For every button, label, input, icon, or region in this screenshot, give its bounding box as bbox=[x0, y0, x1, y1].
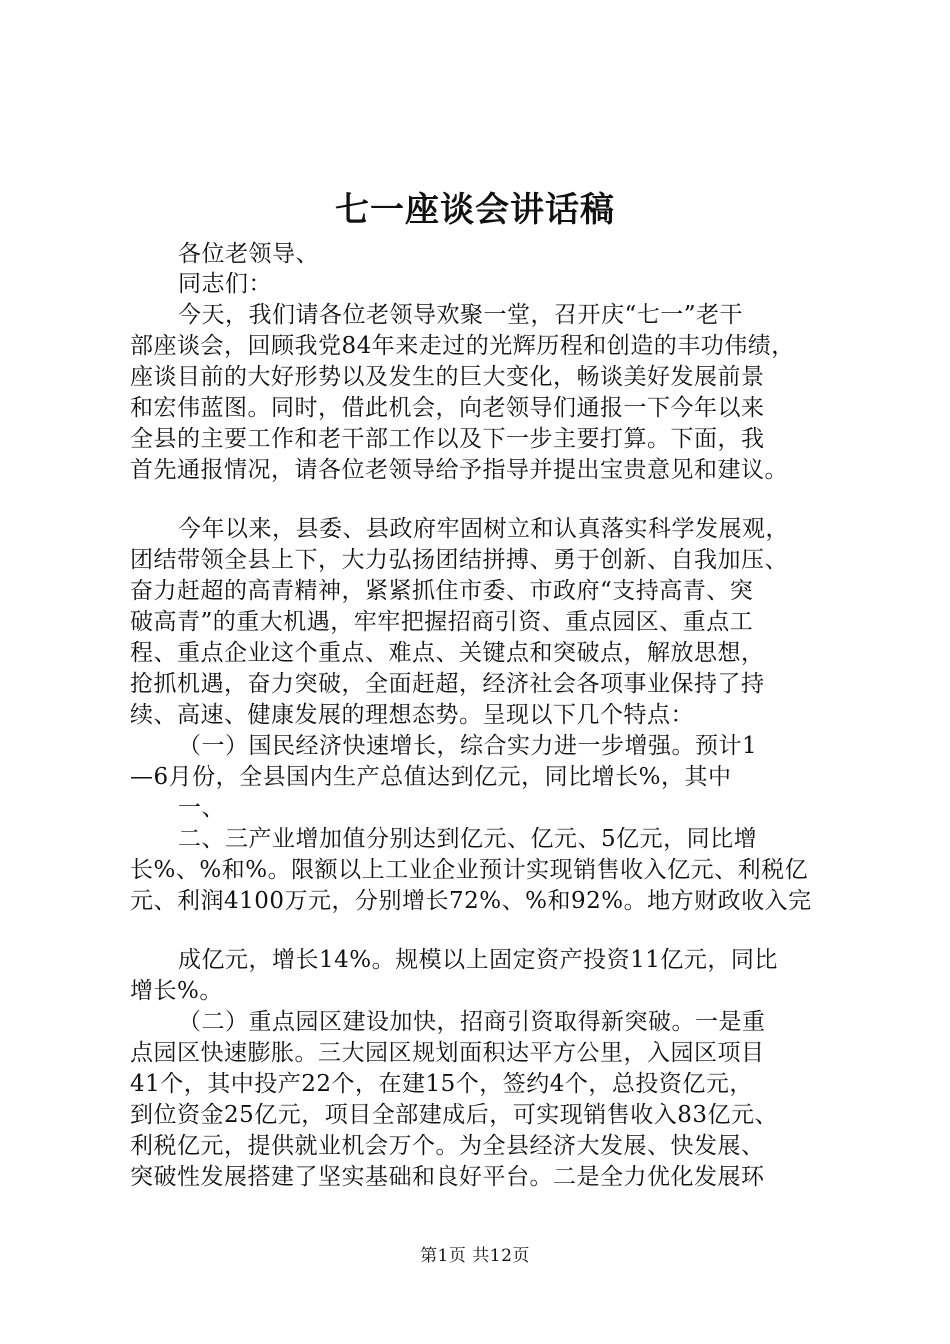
paragraph-line: 增长%。 bbox=[130, 978, 223, 1004]
paragraph-line: 到位资金25亿元，项目全部建成后，可实现销售收入83亿元、 bbox=[130, 1102, 779, 1128]
salutation-line-2: 同志们： bbox=[178, 271, 272, 297]
paragraph-line: 一、 bbox=[178, 795, 225, 821]
paragraph-line: 续、高速、健康发展的理想态势。呈现以下几个特点： bbox=[130, 702, 694, 728]
paragraph-line: 今天，我们请各位老领导欢聚一堂，召开庆“七一”老干 bbox=[178, 302, 744, 328]
paragraph-line: 奋力赶超的高青精神，紧紧抓住市委、市政府“支持高青、突 bbox=[130, 578, 754, 604]
paragraph-line: 破高青”的重大机遇，牢牢把握招商引资、重点园区、重点工 bbox=[130, 609, 754, 635]
paragraph-line: （二）重点园区建设加快，招商引资取得新突破。一是重 bbox=[178, 1009, 766, 1035]
paragraph-line: 41个，其中投产22个，在建15个，签约4个，总投资亿元， bbox=[130, 1071, 753, 1097]
paragraph-line: 二、三产业增加值分别达到亿元、亿元、5亿元，同比增 bbox=[178, 826, 758, 852]
paragraph-line: 利税亿元，提供就业机会万个。为全县经济大发展、快发展、 bbox=[130, 1133, 765, 1159]
paragraph-line: —6月份，全县国内生产总值达到亿元，同比增长%，其中 bbox=[130, 764, 732, 790]
paragraph-line: 程、重点企业这个重点、难点、关键点和突破点，解放思想， bbox=[130, 640, 765, 666]
paragraph-line: 长%、%和%。限额以上工业企业预计实现销售收入亿元、利税亿 bbox=[130, 857, 809, 883]
paragraph-line: 成亿元，增长14%。规模以上固定资产投资11亿元，同比 bbox=[178, 947, 778, 973]
paragraph-line: 全县的主要工作和老干部工作以及下一步主要打算。下面，我 bbox=[130, 426, 765, 452]
paragraph-line: 部座谈会，回顾我党84年来走过的光辉历程和创造的丰功伟绩， bbox=[130, 333, 795, 359]
paragraph-line: 元、利润4100万元，分别增长72%、%和92%。地方财政收入完 bbox=[130, 888, 812, 914]
paragraph-line: 今年以来，县委、县政府牢固树立和认真落实科学发展观， bbox=[178, 516, 789, 542]
paragraph-line: （一）国民经济快速增长，综合实力进一步增强。预计1 bbox=[178, 733, 758, 759]
document-title: 七一座谈会讲话稿 bbox=[335, 190, 615, 230]
paragraph-line: 抢抓机遇，奋力突破，全面赶超，经济社会各项事业保持了持 bbox=[130, 671, 765, 697]
page-number-footer: 第1页 共12页 bbox=[420, 1246, 530, 1266]
paragraph-line: 点园区快速膨胀。三大园区规划面积达平方公里，入园区项目 bbox=[130, 1040, 765, 1066]
paragraph-line: 首先通报情况，请各位老领导给予指导并提出宝贵意见和建议。 bbox=[130, 457, 788, 483]
paragraph-line: 座谈目前的大好形势以及发生的巨大变化，畅谈美好发展前景 bbox=[130, 364, 765, 390]
paragraph-line: 和宏伟蓝图。同时，借此机会，向老领导们通报一下今年以来 bbox=[130, 395, 765, 421]
paragraph-line: 突破性发展搭建了坚实基础和良好平台。二是全力优化发展环 bbox=[130, 1164, 765, 1190]
paragraph-line: 团结带领全县上下，大力弘扬团结拼搏、勇于创新、自我加压、 bbox=[130, 547, 788, 573]
salutation-line-1: 各位老领导、 bbox=[178, 241, 319, 267]
